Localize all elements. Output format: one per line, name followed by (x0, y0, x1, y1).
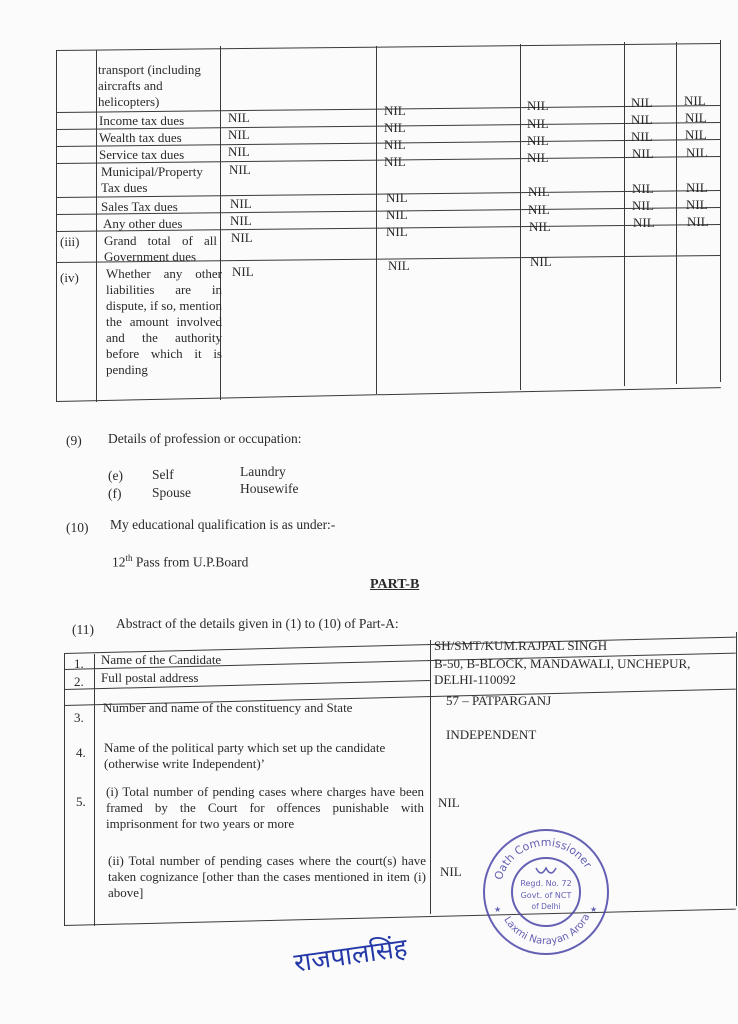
cell-nil: NIL (527, 150, 549, 165)
cell-nil: NIL (386, 207, 408, 222)
section-10-heading: My educational qualification is as under:- (110, 517, 336, 532)
cell-nil: NIL (232, 264, 254, 279)
row-sr-iii: (iii) (60, 234, 80, 249)
cell-nil: NIL (632, 181, 654, 196)
cell-nil: NIL (231, 230, 253, 245)
cell-nil: NIL (384, 103, 406, 118)
svg-text:★: ★ (590, 905, 598, 914)
cell-nil: NIL (230, 213, 252, 228)
cell-nil: NIL (527, 133, 549, 148)
occupation-what: Housewife (240, 481, 299, 496)
cell-nil: NIL (229, 162, 251, 177)
abstract-row-label: Name of the Candidate (101, 652, 222, 667)
candidate-name-value: SH/SMT/KUM.RAJPAL SINGH (434, 638, 608, 653)
row-label-sales-tax: Sales Tax dues (101, 199, 178, 214)
cell-nil: NIL (527, 98, 549, 113)
cell-nil: NIL (631, 112, 653, 127)
row-label-income-tax: Income tax dues (99, 113, 185, 128)
row-sr-iv: (iv) (60, 270, 79, 285)
cell-nil: NIL (386, 224, 408, 239)
occupation-letter: (e) (108, 468, 123, 483)
occupation-who: Self (152, 467, 174, 482)
abstract-row-number: 2. (74, 674, 84, 689)
abstract-row-label: (ii) Total number of pending cases where the court(s) have taken cognizance [other than the cases mentioned in item (i) above] (108, 853, 426, 900)
constituency-value: 57 – PATPARGANJ (446, 693, 552, 708)
row-label-any-other: Any other dues (103, 216, 183, 231)
cell-nil: NIL (228, 127, 250, 142)
svg-text:Govt. of NCT: Govt. of NCT (520, 891, 572, 900)
section-11-text: Abstract of the details given in (1) to (10) of Part-A: (116, 616, 399, 631)
cell-nil: NIL (686, 197, 708, 212)
cell-nil: NIL (228, 144, 250, 159)
cell-nil: NIL (633, 215, 655, 230)
section-11-number: (11) (72, 622, 94, 637)
pending-cases-framed-value: NIL (438, 795, 460, 810)
qualification-text: 12th Pass from U.P.Board (112, 553, 249, 570)
candidate-signature: राजपालसिंह (292, 933, 410, 979)
abstract-row-number: 3. (74, 710, 84, 725)
cell-nil: NIL (684, 93, 706, 108)
abstract-row-label: Number and name of the constituency and State (103, 700, 353, 715)
cell-nil: NIL (686, 180, 708, 195)
section-9-number: (9) (66, 433, 82, 448)
abstract-row-number: 5. (76, 794, 86, 809)
part-b-title: PART-B (370, 577, 420, 592)
abstract-row-number: 1. (74, 656, 84, 671)
row-label-disputed-liabilities: Whether any other liabilities are in dispute, if so, mention the amount involved and the authority before which it is pending (106, 266, 222, 377)
row-label-grand-total: Grand total of all Government dues (104, 233, 217, 264)
occupation-letter: (f) (108, 486, 122, 501)
cell-nil: NIL (529, 219, 551, 234)
cell-nil: NIL (687, 214, 709, 229)
postal-address-value: B-50, B-BLOCK, MANDAWALI, UNCHEPUR, DELHI-110092 (434, 656, 691, 687)
abstract-row-label: Name of the political party which set up the candidate (otherwise write Independent)’ (104, 740, 386, 771)
svg-text:Laxmi Narayan Arora: Laxmi Narayan Arora (501, 912, 593, 948)
cell-nil: NIL (386, 190, 408, 205)
section-9-heading: Details of profession or occupation: (108, 431, 302, 446)
cell-nil: NIL (228, 110, 250, 125)
cell-nil: NIL (388, 258, 410, 273)
cell-nil: NIL (384, 137, 406, 152)
oath-commissioner-stamp (480, 826, 612, 958)
party-value: INDEPENDENT (446, 727, 537, 742)
row-label-service-tax: Service tax dues (99, 147, 185, 162)
row-label-wealth-tax: Wealth tax dues (99, 130, 182, 145)
occupation-who: Spouse (152, 485, 192, 500)
cell-nil: NIL (530, 254, 552, 269)
cell-nil: NIL (686, 145, 708, 160)
cell-nil: NIL (632, 146, 654, 161)
svg-text:Regd. No. 72: Regd. No. 72 (520, 879, 572, 888)
cell-nil: NIL (685, 110, 707, 125)
occupation-what: Laundry (240, 464, 286, 479)
cell-nil: NIL (230, 196, 252, 211)
cell-nil: NIL (528, 202, 550, 217)
cell-nil: NIL (384, 154, 406, 169)
cell-nil: NIL (685, 127, 707, 142)
abstract-row-label: (i) Total number of pending cases where charges have been framed by the Court for offences punishable with imprisonment for two years or more (106, 784, 424, 831)
cell-nil: NIL (631, 129, 653, 144)
row-label-transport: transport (including aircrafts and helicopters) (98, 62, 201, 109)
abstract-row-number: 4. (76, 745, 86, 760)
cell-nil: NIL (384, 120, 406, 135)
cell-nil: NIL (527, 116, 549, 131)
pending-cases-cognizance-value: NIL (440, 864, 462, 879)
cell-nil: NIL (632, 198, 654, 213)
section-10-number: (10) (66, 520, 89, 535)
row-label-municipal-tax: Municipal/Property Tax dues (101, 164, 203, 195)
cell-nil: NIL (631, 95, 653, 110)
cell-nil: NIL (528, 184, 550, 199)
svg-text:★: ★ (494, 905, 502, 914)
abstract-row-label: Full postal address (101, 670, 199, 685)
svg-text:Oath Commissioner: Oath Commissioner (491, 835, 595, 882)
svg-text:of Delhi: of Delhi (531, 902, 561, 911)
